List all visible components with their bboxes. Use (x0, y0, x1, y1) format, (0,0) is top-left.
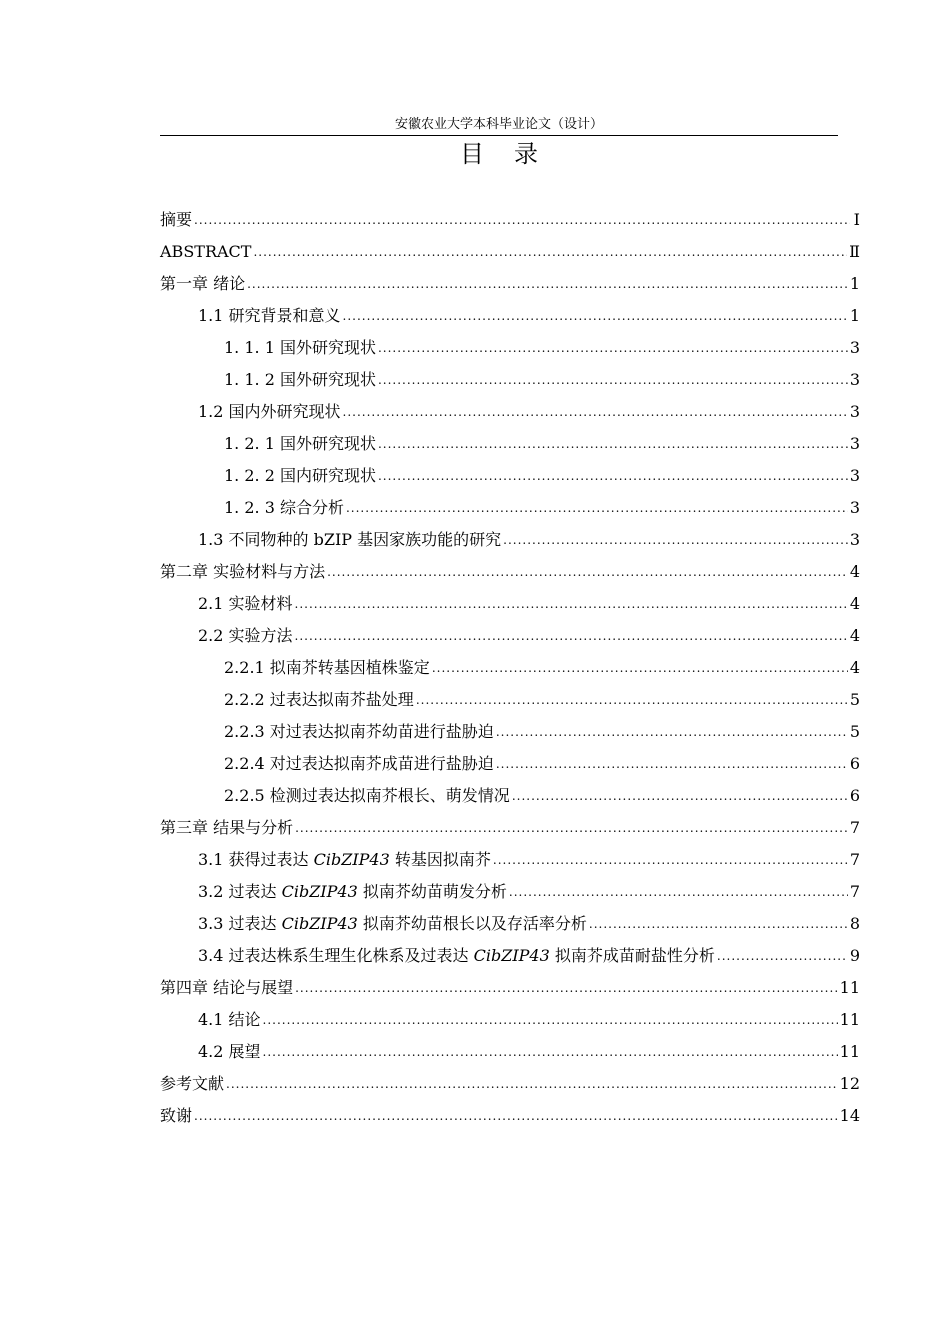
toc-entry[interactable] (0, 874, 860, 906)
toc-leader-dots (263, 1010, 838, 1030)
toc-page-number: 8 (849, 914, 860, 933)
toc-leader-dots (343, 402, 848, 422)
toc-entry[interactable] (0, 618, 860, 650)
toc-entry-title: 2.2.2 过表达拟南芥盐处理 (224, 690, 414, 709)
toc-entry-title: 1. 1. 1 国外研究现状 (224, 338, 376, 357)
toc-entry[interactable] (0, 458, 860, 490)
toc-leader-dots (295, 818, 848, 838)
toc-entry[interactable] (0, 970, 860, 1002)
toc-entry-title: 1. 1. 2 国外研究现状 (224, 370, 376, 389)
toc-entry-title: 参考文献 (160, 1074, 225, 1093)
toc-entry-title: 1.2 国内外研究现状 (198, 402, 341, 421)
toc-entry[interactable] (0, 266, 860, 298)
toc-page-number: 3 (849, 434, 860, 453)
toc-page-number: 6 (849, 754, 860, 773)
toc-page-number: 4 (849, 594, 860, 613)
toc-entry[interactable] (0, 682, 860, 714)
toc-entry-title: 1.1 研究背景和意义 (198, 306, 341, 325)
toc-page-number: 6 (849, 786, 860, 805)
toc-page-number: 11 (839, 978, 860, 997)
toc-page-number: 7 (849, 850, 860, 869)
toc-entry[interactable] (0, 298, 860, 330)
toc-page-number: Ⅰ (853, 210, 860, 229)
toc-entry[interactable] (0, 362, 860, 394)
toc-page-number: 9 (849, 946, 860, 965)
toc-leader-dots (247, 274, 848, 294)
toc-page-number: 3 (849, 338, 860, 357)
toc-entry-title: 致谢 (160, 1106, 193, 1125)
toc-entry-title-post: 拟南芥幼苗萌发分析 (357, 882, 507, 901)
toc-leader-dots (432, 658, 848, 678)
toc-entry-title-pre: 3.3 过表达 (198, 914, 282, 933)
toc-entry[interactable] (0, 810, 860, 842)
toc-leader-dots (378, 466, 848, 486)
toc-entry[interactable] (0, 554, 860, 586)
toc-page-number: 5 (849, 690, 860, 709)
toc-entry[interactable] (0, 650, 860, 682)
toc-entry-title: 4.1 结论 (198, 1010, 261, 1029)
toc-page-number: 4 (849, 562, 860, 581)
toc-entry[interactable] (0, 394, 860, 426)
toc-page-number: 14 (839, 1106, 860, 1125)
toc-leader-dots (496, 754, 848, 774)
toc-entry-title: 2.2.5 检测过表达拟南芥根长、萌发情况 (224, 786, 510, 805)
toc-leader-dots (346, 498, 848, 518)
toc-entry-title: 1. 2. 3 综合分析 (224, 498, 344, 517)
toc-leader-dots (378, 338, 848, 358)
toc-leader-dots (253, 242, 847, 262)
toc-leader-dots (496, 722, 848, 742)
toc-leader-dots (295, 594, 848, 614)
toc-page-number: 3 (849, 466, 860, 485)
running-header: 安徽农业大学本科毕业论文（设计） (394, 117, 603, 132)
toc-entry-title: 1. 2. 2 国内研究现状 (224, 466, 376, 485)
toc-entry[interactable] (0, 522, 860, 554)
toc-page-number: 3 (849, 370, 860, 389)
toc-entry-title: 第四章 结论与展望 (160, 978, 294, 997)
toc-page-number: 1 (849, 306, 860, 325)
toc-page-number: 3 (849, 530, 860, 549)
toc-page-number: 3 (849, 402, 860, 421)
toc-page-number: 11 (839, 1010, 860, 1029)
toc-entry-title: 1. 2. 1 国外研究现状 (224, 434, 376, 453)
toc-page-number: 7 (849, 818, 860, 837)
toc-entry-title: 2.1 实验材料 (198, 594, 293, 613)
toc-leader-dots (295, 978, 838, 998)
toc-entry-title: ABSTRACT (160, 242, 252, 261)
toc-entry[interactable] (0, 330, 860, 362)
toc-title: 目录 (460, 140, 568, 168)
toc-entry-title: 2.2 实验方法 (198, 626, 293, 645)
toc-page-number: 7 (849, 882, 860, 901)
toc-entry[interactable] (0, 1066, 860, 1098)
toc-entry-title-pre: 3.4 过表达株系生理生化株系及过表达 (198, 946, 474, 965)
toc-page-number: 4 (849, 658, 860, 677)
toc-entry-title: 第二章 实验材料与方法 (160, 562, 326, 581)
table-of-contents (0, 202, 950, 1130)
toc-entry-title: 第一章 绪论 (160, 274, 246, 293)
toc-entry-gene-name: CibZIP43 (473, 946, 550, 965)
toc-entry-title: 2.2.1 拟南芥转基因植株鉴定 (224, 658, 430, 677)
toc-entry-title: 2.2.4 对过表达拟南芥成苗进行盐胁迫 (224, 754, 494, 773)
toc-leader-dots (194, 1106, 838, 1126)
toc-entry-title: 摘要 (160, 210, 193, 229)
toc-entry-title: 1.3 不同物种的 bZIP 基因家族功能的研究 (198, 530, 502, 549)
toc-page-number: 4 (849, 626, 860, 645)
toc-entry[interactable] (0, 746, 860, 778)
toc-leader-dots (263, 1042, 838, 1062)
toc-entry[interactable] (0, 778, 860, 810)
toc-page-number: 1 (849, 274, 860, 293)
toc-entry[interactable] (0, 586, 860, 618)
toc-entry-title-pre: 3.2 过表达 (198, 882, 282, 901)
toc-entry[interactable] (0, 234, 860, 266)
toc-entry-title-post: 拟南芥幼苗根长以及存活率分析 (357, 914, 587, 933)
toc-entry[interactable] (0, 1002, 860, 1034)
toc-page-number: 5 (849, 722, 860, 741)
toc-leader-dots (194, 210, 850, 230)
header-rule (160, 135, 838, 136)
toc-leader-dots (509, 882, 848, 902)
toc-entry-title (198, 850, 491, 870)
toc-page-number: 3 (849, 498, 860, 517)
toc-entry-title-post: 转基因拟南芥 (389, 850, 491, 869)
toc-leader-dots (343, 306, 848, 326)
toc-entry[interactable] (0, 714, 860, 746)
toc-entry-title: 4.2 展望 (198, 1042, 261, 1061)
toc-page-number: 12 (839, 1074, 860, 1093)
toc-page-number: Ⅱ (849, 242, 860, 261)
toc-entry-title: 2.2.3 对过表达拟南芥幼苗进行盐胁迫 (224, 722, 494, 741)
toc-entry-title-post: 拟南芥成苗耐盐性分析 (549, 946, 715, 965)
toc-leader-dots (512, 786, 848, 806)
toc-entry[interactable] (0, 938, 860, 970)
toc-leader-dots (416, 690, 848, 710)
toc-entry-title-pre: 3.1 获得过表达 (198, 850, 314, 869)
toc-leader-dots (378, 370, 848, 390)
toc-entry[interactable] (0, 842, 860, 874)
toc-leader-dots (717, 946, 848, 966)
toc-entry-gene-name: CibZIP43 (281, 882, 358, 901)
toc-entry-title: 第三章 结果与分析 (160, 818, 294, 837)
toc-entry[interactable] (0, 906, 860, 938)
toc-leader-dots (503, 530, 848, 550)
toc-page-number: 11 (839, 1042, 860, 1061)
toc-leader-dots (295, 626, 848, 646)
toc-leader-dots (226, 1074, 838, 1094)
toc-leader-dots (493, 850, 848, 870)
toc-entry[interactable] (0, 1034, 860, 1066)
toc-entry-gene-name: CibZIP43 (281, 914, 358, 933)
toc-entry[interactable] (0, 426, 860, 458)
toc-leader-dots (327, 562, 848, 582)
toc-entry-gene-name: CibZIP43 (313, 850, 390, 869)
toc-entry-title (198, 946, 715, 966)
toc-leader-dots (378, 434, 848, 454)
toc-entry[interactable] (0, 202, 860, 234)
toc-leader-dots (589, 914, 848, 934)
toc-entry[interactable] (0, 490, 860, 522)
toc-entry-title (198, 914, 587, 934)
toc-entry-title (198, 882, 507, 902)
toc-entry[interactable] (0, 1098, 860, 1130)
